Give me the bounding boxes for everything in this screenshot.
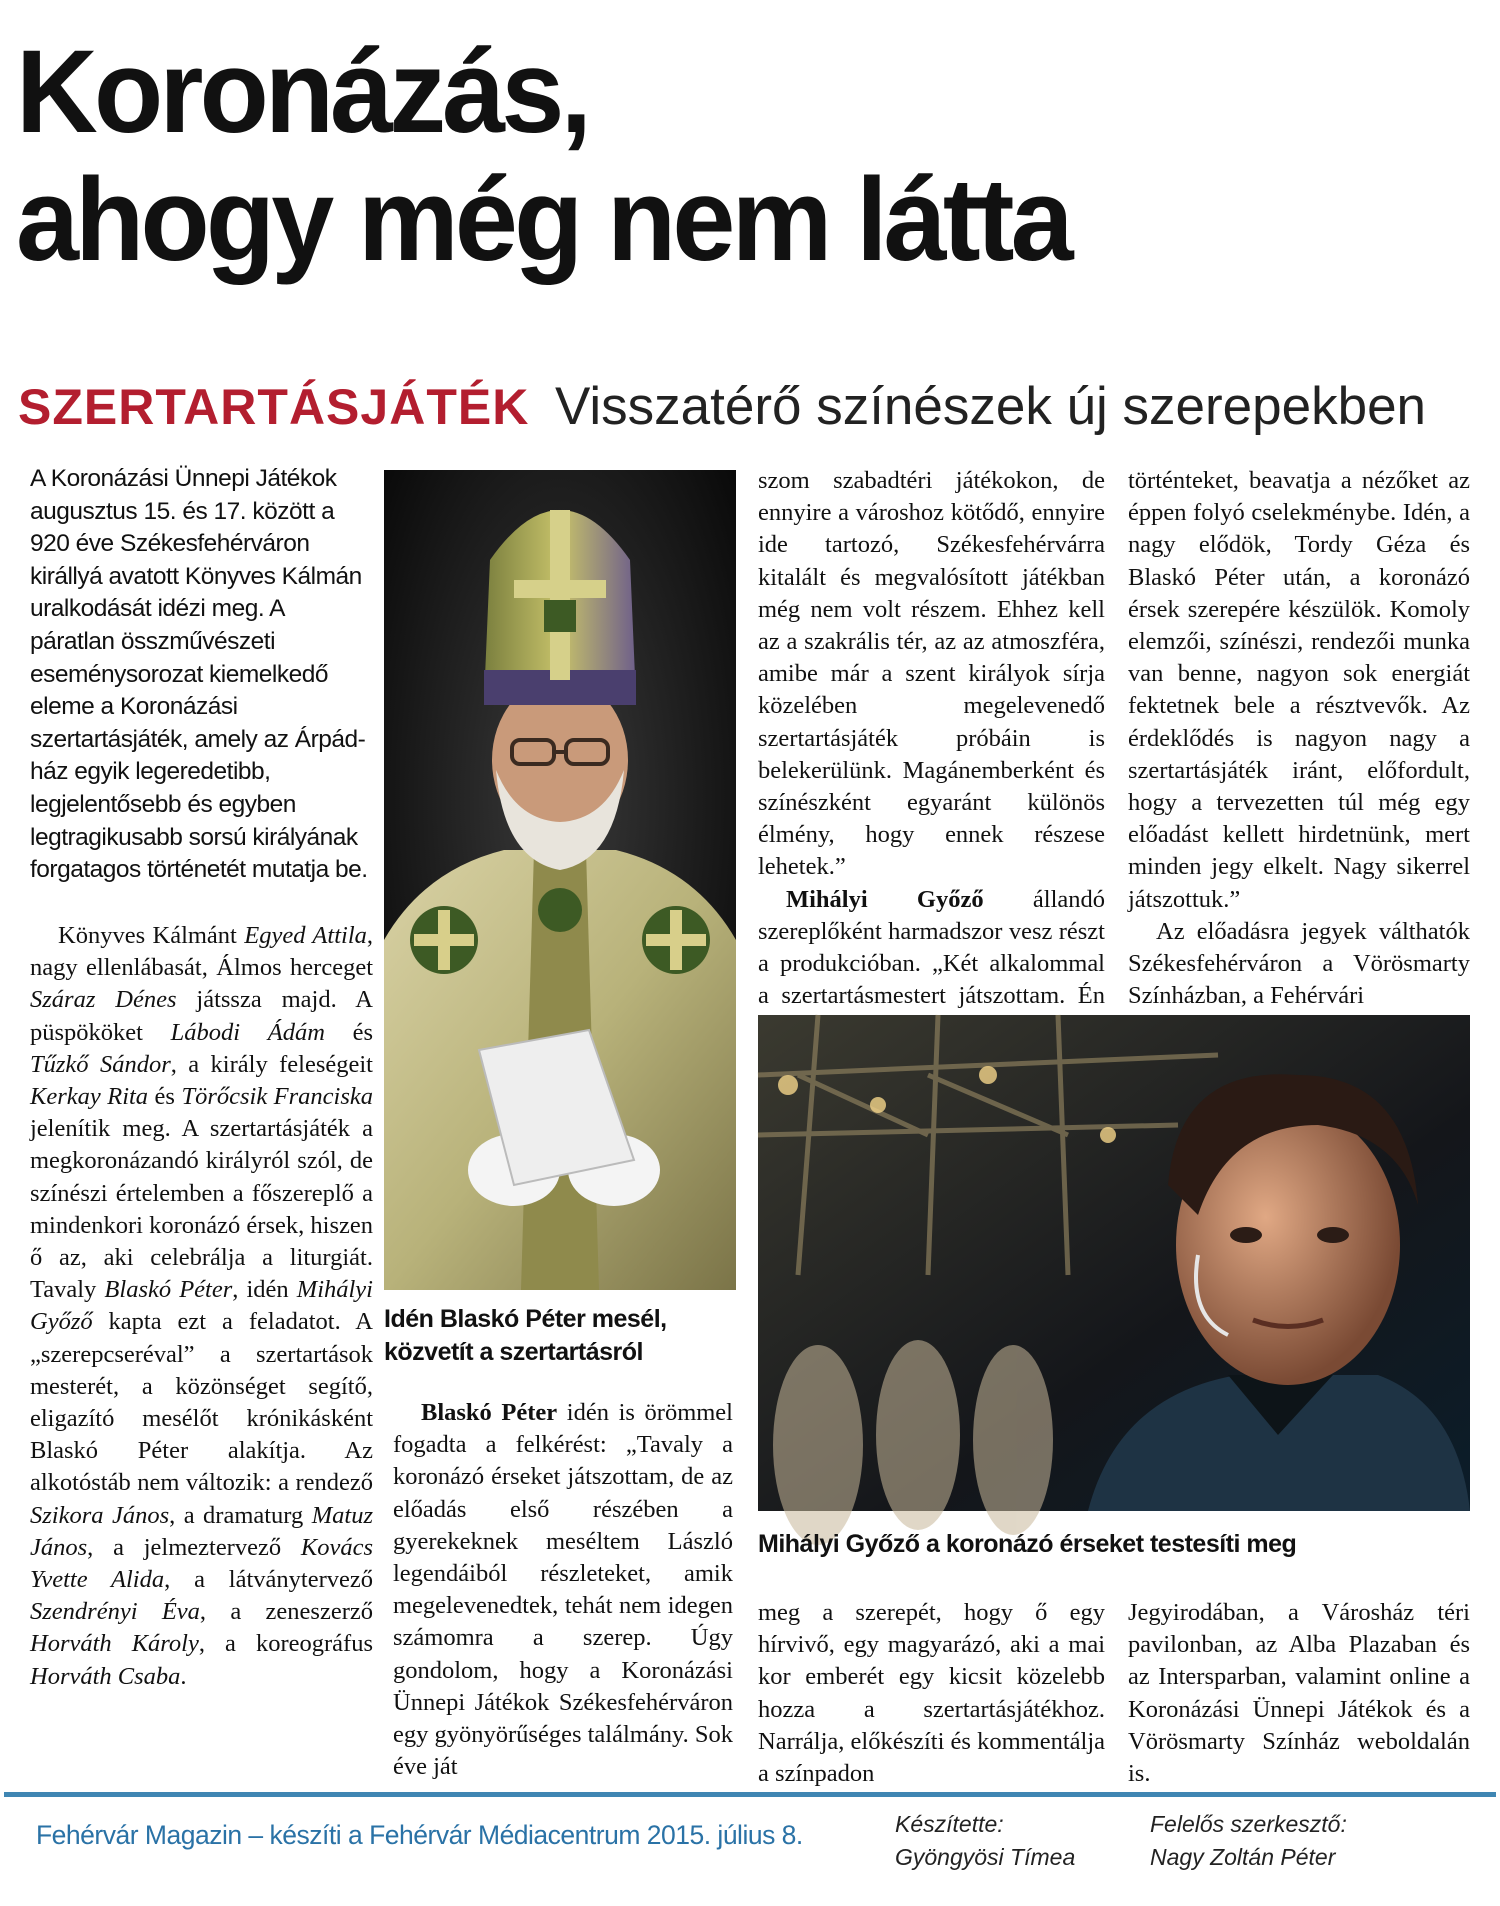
mihalyi-paragraph: Mihályi Győző állandó szereplőként harmadszor vesz részt a produkcióban. „Két alkalommal a szertartásmestert játszottam. Én <box>758 885 1105 1010</box>
person-name: Mihályi Győző <box>786 885 984 913</box>
photo-caption-archbishop: Idén Blaskó Péter mesél, közvetít a szertartásról <box>384 1305 667 1366</box>
actor-illustration <box>758 1015 1470 1511</box>
credit-name: Nagy Zoltán Péter <box>1150 1844 1336 1870</box>
archbishop-illustration <box>384 470 736 1290</box>
headline <box>16 28 1070 284</box>
cast-name: Lábodi Ádám <box>170 1018 325 1046</box>
credit-name: Gyöngyösi Tímea <box>895 1844 1076 1870</box>
crew-name: Horváth Károly <box>30 1630 199 1658</box>
headline-line-2: ahogy még nem látta <box>16 154 1070 286</box>
mihalyi-paragraph-bottom: meg a szerepét, hogy ő egy hírvivő, egy magyarázó, aki a mai kor emberét egy kicsit közelebb hozza a szertartásjátékhoz. Narrálja, előkészíti és kommentálja a színpadon <box>758 1599 1105 1788</box>
footer-rule <box>4 1792 1496 1797</box>
subheadline: Visszatérő színészek új szerepekben <box>555 377 1427 436</box>
person-name: Blaskó Péter <box>421 1399 558 1426</box>
section-kicker: SZERTARTÁSJÁTÉK <box>18 379 530 435</box>
credit-label: Felelős szerkesztő: <box>1150 1811 1347 1837</box>
cast-name: Tűzkő Sándor <box>30 1050 171 1078</box>
cast-name: Egyed Attila <box>244 922 367 949</box>
crew-name: Kovács Yvette Alida <box>30 1533 373 1594</box>
cast-name: Száraz Dénes <box>30 986 177 1014</box>
blasko-paragraph-continued: szom szabadtéri játékokon, de ennyire a városhoz kötődő, ennyire ide tartozó, Székesfehérvárra kitalált és megvalósított játékban még nem volt részem. Ehhez kell az a szakrális tér, az az atmoszféra, amibe már a szent királyok sírja közelében megelevenedő szertartásjáték próbáin is belekerülünk. Magánemberként és színészként egyaránt különös élmény, hogy ennek részese lehetek.” <box>758 467 1105 881</box>
cast-name: Blaskó Péter <box>104 1276 233 1304</box>
blasko-paragraph: Blaskó Péter idén is örömmel fogadta a felkérést: „Tavaly a koronázó érseket játszottam, de az előadás első részében a gyerekeknek meséltem László legendáiból részleteket, amik megelevenedtek, tehát nem idegen számomra a szerep. Úgy gondolom, hogy a Koronázási Ünnepi Játékok Székesfehérváron egy gyönyörűséges találmány. Sok éve ját <box>393 1399 733 1781</box>
photo-actor <box>758 1015 1470 1511</box>
headline-line-1: Koronázás, <box>16 26 589 158</box>
body-column-blasko <box>393 1397 733 1782</box>
body-column-3-bottom <box>758 1597 1105 1788</box>
cast-name: Kerkay Rita <box>30 1083 149 1111</box>
cast-name: Törőcsik Franciska <box>181 1083 374 1111</box>
mihalyi-paragraph-continued: történteket, beavatja a nézőket az éppen folyó cselekménybe. Idén, a nagy elődök, Tordy Géza és Blaskó Péter után, a koronázó érsek szerepére készülök. Komoly elemzői, színészi, rendezői munka van benne, nagyon sok energiát fektetnek bele a résztvevők. Az érdeklődés is nagyon nagy a szertartásjáték iránt, előfordult, hogy a tervezetten túl még egy előadást kellett hirdetnünk, mert minden jegy elkelt. Nagy sikerrel játszottuk.” <box>1128 467 1470 913</box>
photo-caption-actor: Mihályi Győző a koronázó érseket testesíti meg <box>758 1530 1297 1558</box>
crew-name: Szikora János <box>30 1501 170 1529</box>
body-column-4-top <box>1128 465 1470 1011</box>
credit-editor <box>1150 1808 1347 1874</box>
crew-name: Szendrényi Éva <box>30 1598 200 1626</box>
body-column-3-top <box>758 465 1105 1011</box>
tickets-paragraph-continued: Jegyirodában, a Városház téri pavilonban, az Alba Plazaban és az Intersparban, valamint online a Koronázási Ünnepi Játékok és a Vörösmarty Színház weboldalán is. <box>1128 1599 1470 1788</box>
lead-paragraph: A Koronázási Ünnepi Játékok augusztus 15. és 17. között a 920 éve Székesfehérváron királlyá avatott Könyves Kálmán uralkodását idézi meg. A páratlan összművészeti eseménysorozat kiemelkedő eleme a Koronázási szertartásjáték, amely az Árpád-ház egyik legeredetibb, legjelentősebb és egyben legtragikusabb sorsú királyának forgatagos történetét mutatja be. <box>30 465 368 884</box>
credit-prepared-by <box>895 1808 1075 1874</box>
body-column-4-bottom <box>1128 1597 1470 1788</box>
tickets-paragraph: Az előadásra jegyek válthatók Székesfehérváron a Vörösmarty Színházban, a Fehérvári <box>1128 917 1470 1010</box>
cast-name: Mihályi Győző <box>30 1276 373 1336</box>
credit-label: Készítette: <box>895 1811 1004 1837</box>
photo-archbishop <box>384 470 736 1290</box>
body-column-cast <box>30 920 373 1778</box>
footer-publication: Fehérvár Magazin – készíti a Fehérvár Médiacentrum 2015. július 8. <box>36 1820 803 1850</box>
crew-name: Horváth Csaba <box>30 1662 181 1690</box>
crew-name: Matuz János <box>30 1501 373 1561</box>
cast-paragraph: Könyves Kálmánt Egyed Attila, nagy ellenlábasát, Álmos herceget Száraz Dénes játssza majd. A püspököket Lábodi Ádám és Tűzkő Sándor, a király feleségeit Kerkay Rita és Törőcsik Franciska jelenítik meg. A szertartásjáték a megkoronázandó királyról szól, de színészi értelemben a főszereplő a mindenkori koronázó érsek, hiszen ő az, aki celebrálja a liturgiát. Tavaly Blaskó Péter, idén Mihályi Győző kapta ezt a feladatot. A „szerepcseréval” a szertartások mesterét, a közönséget segítő, eligazító mesélőt krónikásként Blaskó Péter alakítja. Az alkotóstáb nem változik: a rendező Szikora János, a dramaturg Matuz János, a jelmeztervező Kovács Yvette Alida, a látványtervező Szendrényi Éva, a zeneszerző Horváth Károly, a koreográfus Horváth Csaba. <box>30 922 374 1690</box>
